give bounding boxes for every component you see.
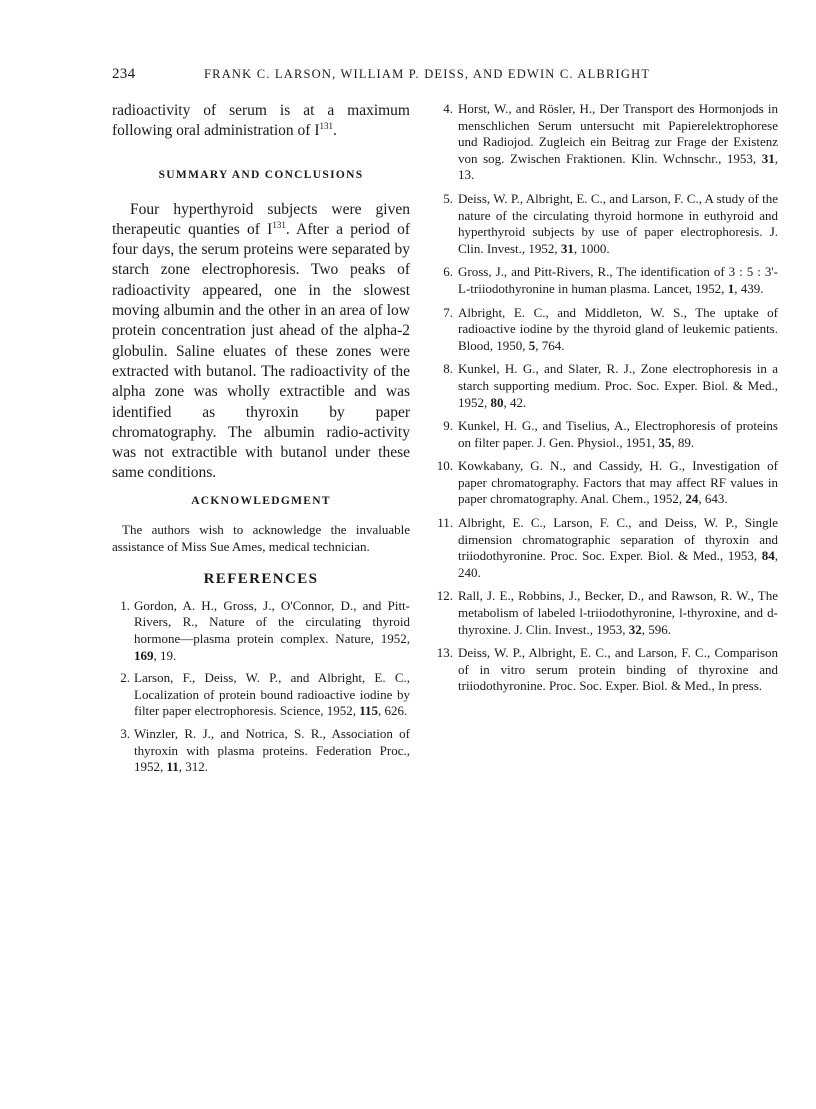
reference-pages: , 13. [458, 150, 779, 183]
reference-volume: 35 [658, 434, 672, 450]
reference-number: 12. [436, 588, 453, 604]
reference-text: Gross, J., and Pitt-Rivers, R., The identification of 3 : 5 : 3'-L-triiodothyronine in human plasma. Lancet, 1952, [458, 264, 778, 296]
references-heading: REFERENCES [203, 570, 319, 587]
reference-number: 7. [443, 304, 453, 320]
summary-paragraph [112, 200, 410, 484]
reference-text: Rall, J. E., Robbins, J., Becker, D., and Rawson, R. W., The metabolism of labeled l-triiodothyronine, l-thyroxine, and d-thyroxine. J. Clin. Invest., 1953, [458, 588, 778, 637]
reference-pages: , 596. [641, 621, 672, 637]
acknowledgment-heading: ACKNOWLEDGMENT [191, 494, 331, 507]
reference-item [432, 458, 778, 508]
reference-number: 9. [443, 418, 453, 434]
reference-pages: , 439. [734, 280, 764, 296]
page-number: 234 [112, 66, 136, 82]
references-list-left [112, 598, 410, 776]
reference-text: Kunkel, H. G., and Slater, R. J., Zone electrophoresis in a starch supporting medium. Proc. Soc. Exper. Biol. & Med., 1952, [458, 361, 778, 410]
reference-item [432, 191, 778, 257]
left-column [112, 101, 410, 776]
right-column [432, 101, 778, 695]
reference-item [112, 598, 410, 664]
reference-volume: 115 [359, 703, 379, 719]
reference-volume: 84 [761, 548, 775, 564]
reference-volume: 31 [560, 240, 574, 256]
summary-heading: SUMMARY AND CONCLUSIONS [158, 168, 364, 181]
reference-pages: , 312. [178, 759, 209, 775]
reference-volume: 31 [761, 150, 775, 166]
reference-text: Kowkabany, G. N., and Cassidy, H. G., Investigation of paper chromatography. Factors that may affect RF values in paper chromatography. Anal. Chem., 1952, [458, 458, 778, 507]
intro-continuation [112, 101, 410, 142]
reference-item [432, 264, 778, 297]
reference-text: Horst, W., and Rösler, H., Der Transport des Hormonjods in menschlichen Serum untersucht mit Papierelektrophorese und Radiojod. Zugleich ein Beitrag zur Frage der Existenz von sog. Zwischen Fraktionen. Klin. Wchnschr., 1953, [458, 101, 778, 166]
reference-item [432, 645, 778, 695]
reference-pages: , 643. [698, 491, 728, 507]
reference-number: 2. [120, 670, 130, 686]
intro-tail: . [333, 122, 337, 140]
summary-body: . After a period of four days, the serum proteins were separated by starch zone electrophoresis. Two peaks of radioactivity appeared, one in the slowest moving albumin and the other in an area of low protein concentration just ahead of the alpha-2 globulin. Saline eluates of these zones were extracted with butanol. The radioactivity of the alpha zone was wholly extractible and was identified as thyroxin by paper chromatography. The albumin radio-activity was not extractible with butanol under these same conditions. [112, 220, 410, 482]
reference-number: 11. [437, 515, 453, 531]
reference-item [432, 515, 778, 581]
reference-number: 6. [443, 264, 453, 280]
reference-text: Albright, E. C., Larson, F. C., and Deiss, W. P., Single dimension chromatographic separation of thyroxin and triiodothyronine. Proc. Soc. Exper. Biol. & Med., 1953, [458, 515, 778, 564]
reference-volume: 24 [685, 491, 699, 507]
intro-text: radioactivity of serum is at a maximum following oral administration of I [112, 102, 410, 140]
reference-number: 8. [443, 361, 453, 377]
reference-number: 4. [443, 101, 453, 116]
reference-item [112, 670, 410, 720]
reference-volume: 1 [727, 280, 735, 296]
reference-text: Deiss, W. P., Albright, E. C., and Larson, F. C., Comparison of in vitro serum protein binding of thyroxine and triiodothyronine. Proc. Soc. Exper. Biol. & Med., In press. [458, 645, 778, 694]
reference-number: 5. [443, 190, 453, 206]
acknowledgment-text: The authors wish to acknowledge the invaluable assistance of Miss Sue Ames, medical technician. [112, 521, 410, 554]
reference-text: Gordon, A. H., Gross, J., O'Connor, D., and Pitt-Rivers, R., Nature of the circulating thyroid hormone—plasma protein complex. Nature, 1952, [134, 597, 410, 646]
reference-volume: 169 [134, 647, 154, 663]
reference-pages: , 1000. [573, 240, 610, 256]
reference-text: Albright, E. C., and Middleton, W. S., The uptake of radioactive iodine by the thyroid gland of leukemic patients. Blood, 1950, [458, 304, 778, 353]
reference-text: Deiss, W. P., Albright, E. C., and Larson, F. C., A study of the nature of the circulating thyroid hormone in euthyroid and hyperthyroid subjects by use of paper electrophoresis. J. Clin. Invest., 1952, [458, 190, 778, 256]
reference-item [432, 361, 778, 411]
reference-pages: , 89. [671, 434, 695, 450]
intro-superscript: 131 [319, 121, 333, 132]
summary-superscript: 131 [272, 219, 286, 230]
summary-lead: Four hyperthyroid subjects were given therapeutic quanties of I [112, 200, 410, 238]
reference-volume: 11 [166, 759, 179, 775]
reference-volume: 5 [528, 337, 536, 353]
reference-item [432, 101, 778, 184]
reference-item [432, 418, 778, 451]
reference-pages: , 42. [503, 394, 527, 410]
reference-text: Winzler, R. J., and Notrica, S. R., Association of thyroxin with plasma proteins. Federation Proc., 1952, [134, 725, 410, 775]
reference-number: 10. [436, 458, 453, 474]
reference-volume: 32 [628, 621, 642, 637]
reference-number: 3. [120, 725, 130, 741]
reference-pages: , 19. [153, 647, 177, 663]
reference-item [432, 305, 778, 355]
reference-pages: , 626. [378, 703, 408, 719]
reference-pages: , 764. [535, 337, 565, 353]
reference-text: Kunkel, H. G., and Tiselius, A., Electrophoresis of proteins on filter paper. J. Gen. Physiol., 1951, [458, 418, 778, 450]
reference-text: Larson, F., Deiss, W. P., and Albright, E. C., Localization of protein bound radioactive iodine by filter paper electrophoresis. Science, 1952, [134, 670, 410, 719]
references-list-right [432, 101, 778, 695]
reference-item [432, 588, 778, 638]
reference-number: 1. [120, 597, 130, 613]
running-header-authors: FRANK C. LARSON, WILLIAM P. DEISS, AND EDWIN C. ALBRIGHT [204, 67, 651, 81]
reference-volume: 80 [490, 394, 504, 410]
reference-item [112, 726, 410, 776]
reference-number: 13. [436, 645, 453, 661]
reference-pages: , 240. [458, 548, 779, 580]
